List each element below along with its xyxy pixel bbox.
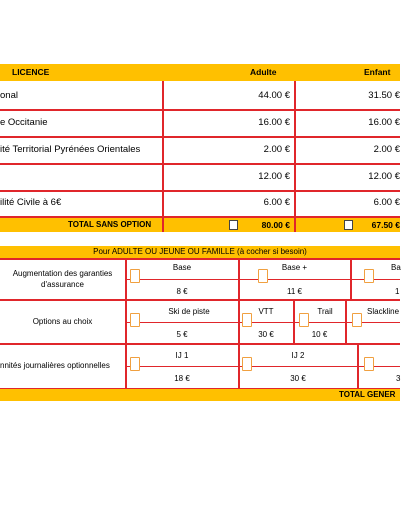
licence-row-adult: 16.00 €	[258, 117, 290, 128]
option-name: IJ 1	[175, 351, 189, 360]
licence-row-adult: 44.00 €	[258, 90, 290, 101]
option-checkbox[interactable]	[352, 313, 362, 327]
option-price: 1	[395, 287, 400, 296]
licence-row-child: 12.00 €	[368, 171, 400, 182]
licence-row-child: 16.00 €	[368, 117, 400, 128]
licence-row-child: 2.00 €	[373, 144, 400, 155]
option-name: Slackline	[367, 307, 400, 316]
licence-row-child: 31.50 €	[368, 90, 400, 101]
licence-col-child: Enfant	[364, 67, 391, 77]
options-row-label: Augmentation des garanties	[12, 269, 113, 278]
licence-row-label: ilité Civile à 6€	[0, 197, 62, 208]
options-row-label: Options au choix	[32, 317, 93, 326]
licence-header	[0, 64, 400, 81]
licence-col-adult: Adulte	[250, 67, 277, 77]
option-name: Base +	[281, 263, 308, 272]
licence-row-label: ité Territorial Pyrénées Orientales	[0, 144, 141, 155]
licence-row-label: e Occitanie	[0, 117, 48, 128]
option-price: 30 €	[290, 374, 306, 383]
licence-total-child: 67.50 €	[371, 220, 400, 230]
licence-row-adult: 12.00 €	[258, 171, 290, 182]
licence-total-row	[0, 218, 400, 232]
option-name: Ski de piste	[168, 307, 210, 316]
option-name: Trail	[317, 307, 333, 316]
option-name: Base	[172, 263, 192, 272]
option-price: 30 €	[258, 330, 274, 339]
options-header-text: Pour ADULTE OU JEUNE OU FAMILLE (à cocher si besoin)	[93, 247, 307, 256]
options-row-label-line2: d'assurance	[41, 280, 84, 289]
total-adult-checkbox[interactable]	[229, 220, 238, 230]
option-price: 18 €	[174, 374, 190, 383]
options-row-label: nnités journalières optionnelles	[0, 361, 110, 370]
options-total-label: TOTAL GENER	[339, 390, 396, 399]
total-child-checkbox[interactable]	[344, 220, 353, 230]
option-price: 8 €	[176, 287, 188, 296]
licence-col-label: LICENCE	[12, 67, 50, 77]
option-name: VTT	[258, 307, 274, 316]
option-price: 3	[396, 374, 401, 383]
licence-row-child: 6.00 €	[373, 197, 400, 208]
licence-total-label: TOTAL SANS OPTION	[68, 220, 152, 229]
licence-row-adult: 2.00 €	[263, 144, 290, 155]
option-checkbox[interactable]	[364, 357, 374, 371]
option-checkbox[interactable]	[364, 269, 374, 283]
licence-total-adult: 80.00 €	[261, 220, 290, 230]
option-name: Ba	[391, 263, 401, 272]
option-price: 10 €	[311, 330, 328, 339]
option-price: 11 €	[287, 287, 302, 296]
licence-row-label: onal	[0, 90, 18, 101]
option-checkbox[interactable]	[130, 313, 140, 327]
option-name: IJ 2	[291, 351, 305, 360]
licence-row-adult: 6.00 €	[263, 197, 290, 208]
option-price: 5 €	[176, 330, 188, 339]
